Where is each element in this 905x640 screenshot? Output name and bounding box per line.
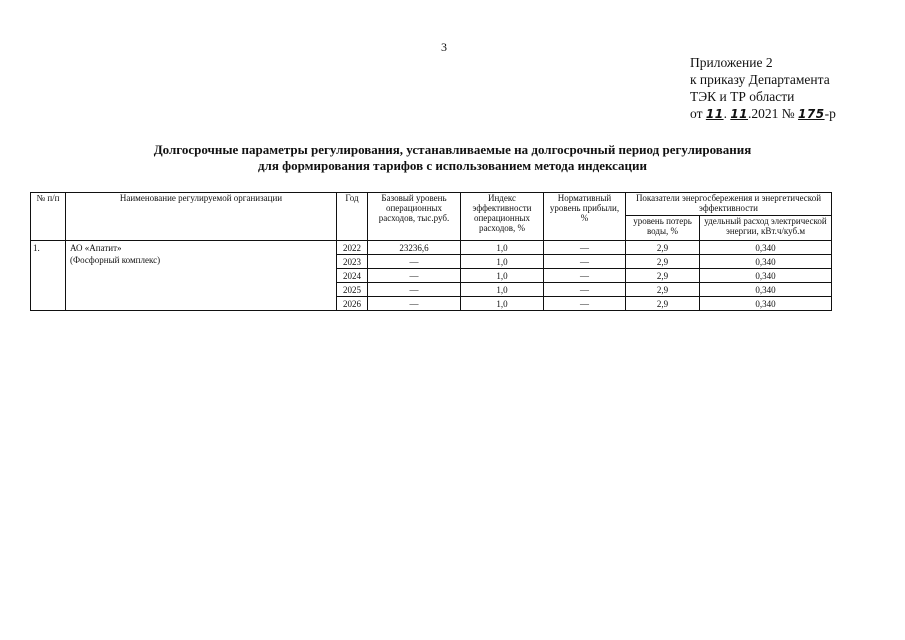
order-number-suffix: -р [824, 106, 836, 121]
cell-index: 1,0 [461, 297, 544, 311]
cell-base: — [368, 297, 461, 311]
order-number: 175 [798, 107, 825, 121]
header-electricity: удельный расход электрической энергии, кВт.ч/куб.м [700, 216, 832, 241]
cell-year: 2026 [337, 297, 368, 311]
header-year: Год [337, 193, 368, 241]
cell-index: 1,0 [461, 255, 544, 269]
org-cell [66, 241, 337, 311]
date-day: 11 [705, 107, 724, 121]
header-num: № п/п [31, 193, 66, 241]
cell-year: 2024 [337, 269, 368, 283]
date-year: .2021 № [748, 106, 795, 121]
org-num: 1. [31, 241, 66, 311]
appendix-line-2: к приказу Департамента [690, 72, 830, 87]
cell-year: 2025 [337, 283, 368, 297]
cell-electricity: 0,340 [700, 255, 832, 269]
cell-profit: — [544, 269, 626, 283]
cell-profit: — [544, 297, 626, 311]
cell-year: 2023 [337, 255, 368, 269]
parameters-table-wrap [30, 192, 832, 311]
cell-base: 23236,6 [368, 241, 461, 255]
cell-base: — [368, 283, 461, 297]
cell-water-loss: 2,9 [626, 283, 700, 297]
table-row [31, 241, 832, 255]
header-index: Индекс эффективности операционных расходов, % [461, 193, 544, 241]
header-water-loss: уровень потерь воды, % [626, 216, 700, 241]
cell-electricity: 0,340 [700, 283, 832, 297]
org-branch: (Фосфорный комплекс) [70, 255, 161, 265]
parameters-table [30, 192, 832, 311]
cell-water-loss: 2,9 [626, 255, 700, 269]
header-org: Наименование регулируемой организации [66, 193, 337, 241]
cell-profit: — [544, 241, 626, 255]
appendix-block [690, 54, 836, 123]
cell-electricity: 0,340 [700, 241, 832, 255]
cell-profit: — [544, 283, 626, 297]
page-number: 3 [441, 40, 447, 54]
cell-water-loss: 2,9 [626, 241, 700, 255]
date-month: 11 [730, 107, 749, 121]
document-title [30, 142, 875, 174]
appendix-line-3: ТЭК и ТР области [690, 89, 795, 104]
date-prefix: от [690, 106, 703, 121]
cell-electricity: 0,340 [700, 297, 832, 311]
cell-water-loss: 2,9 [626, 297, 700, 311]
cell-year: 2022 [337, 241, 368, 255]
cell-index: 1,0 [461, 241, 544, 255]
cell-base: — [368, 255, 461, 269]
appendix-line-1: Приложение 2 [690, 55, 773, 70]
title-line-2: для формирования тарифов с использованием метода индексации [257, 158, 648, 173]
cell-electricity: 0,340 [700, 269, 832, 283]
org-name: АО «Апатит» [70, 243, 122, 253]
header-base: Базовый уровень операционных расходов, тыс.руб. [368, 193, 461, 241]
cell-index: 1,0 [461, 283, 544, 297]
header-profit: Нормативный уровень прибыли, % [544, 193, 626, 241]
title-line-1: Долгосрочные параметры регулирования, устанавливаемые на долгосрочный период регулирования [153, 142, 752, 157]
header-energy-group: Показатели энергосбережения и энергетической эффективности [626, 193, 832, 216]
cell-profit: — [544, 255, 626, 269]
cell-base: — [368, 269, 461, 283]
cell-water-loss: 2,9 [626, 269, 700, 283]
cell-index: 1,0 [461, 269, 544, 283]
appendix-date-line: от 11. 11.2021 № 175-р [690, 106, 836, 121]
